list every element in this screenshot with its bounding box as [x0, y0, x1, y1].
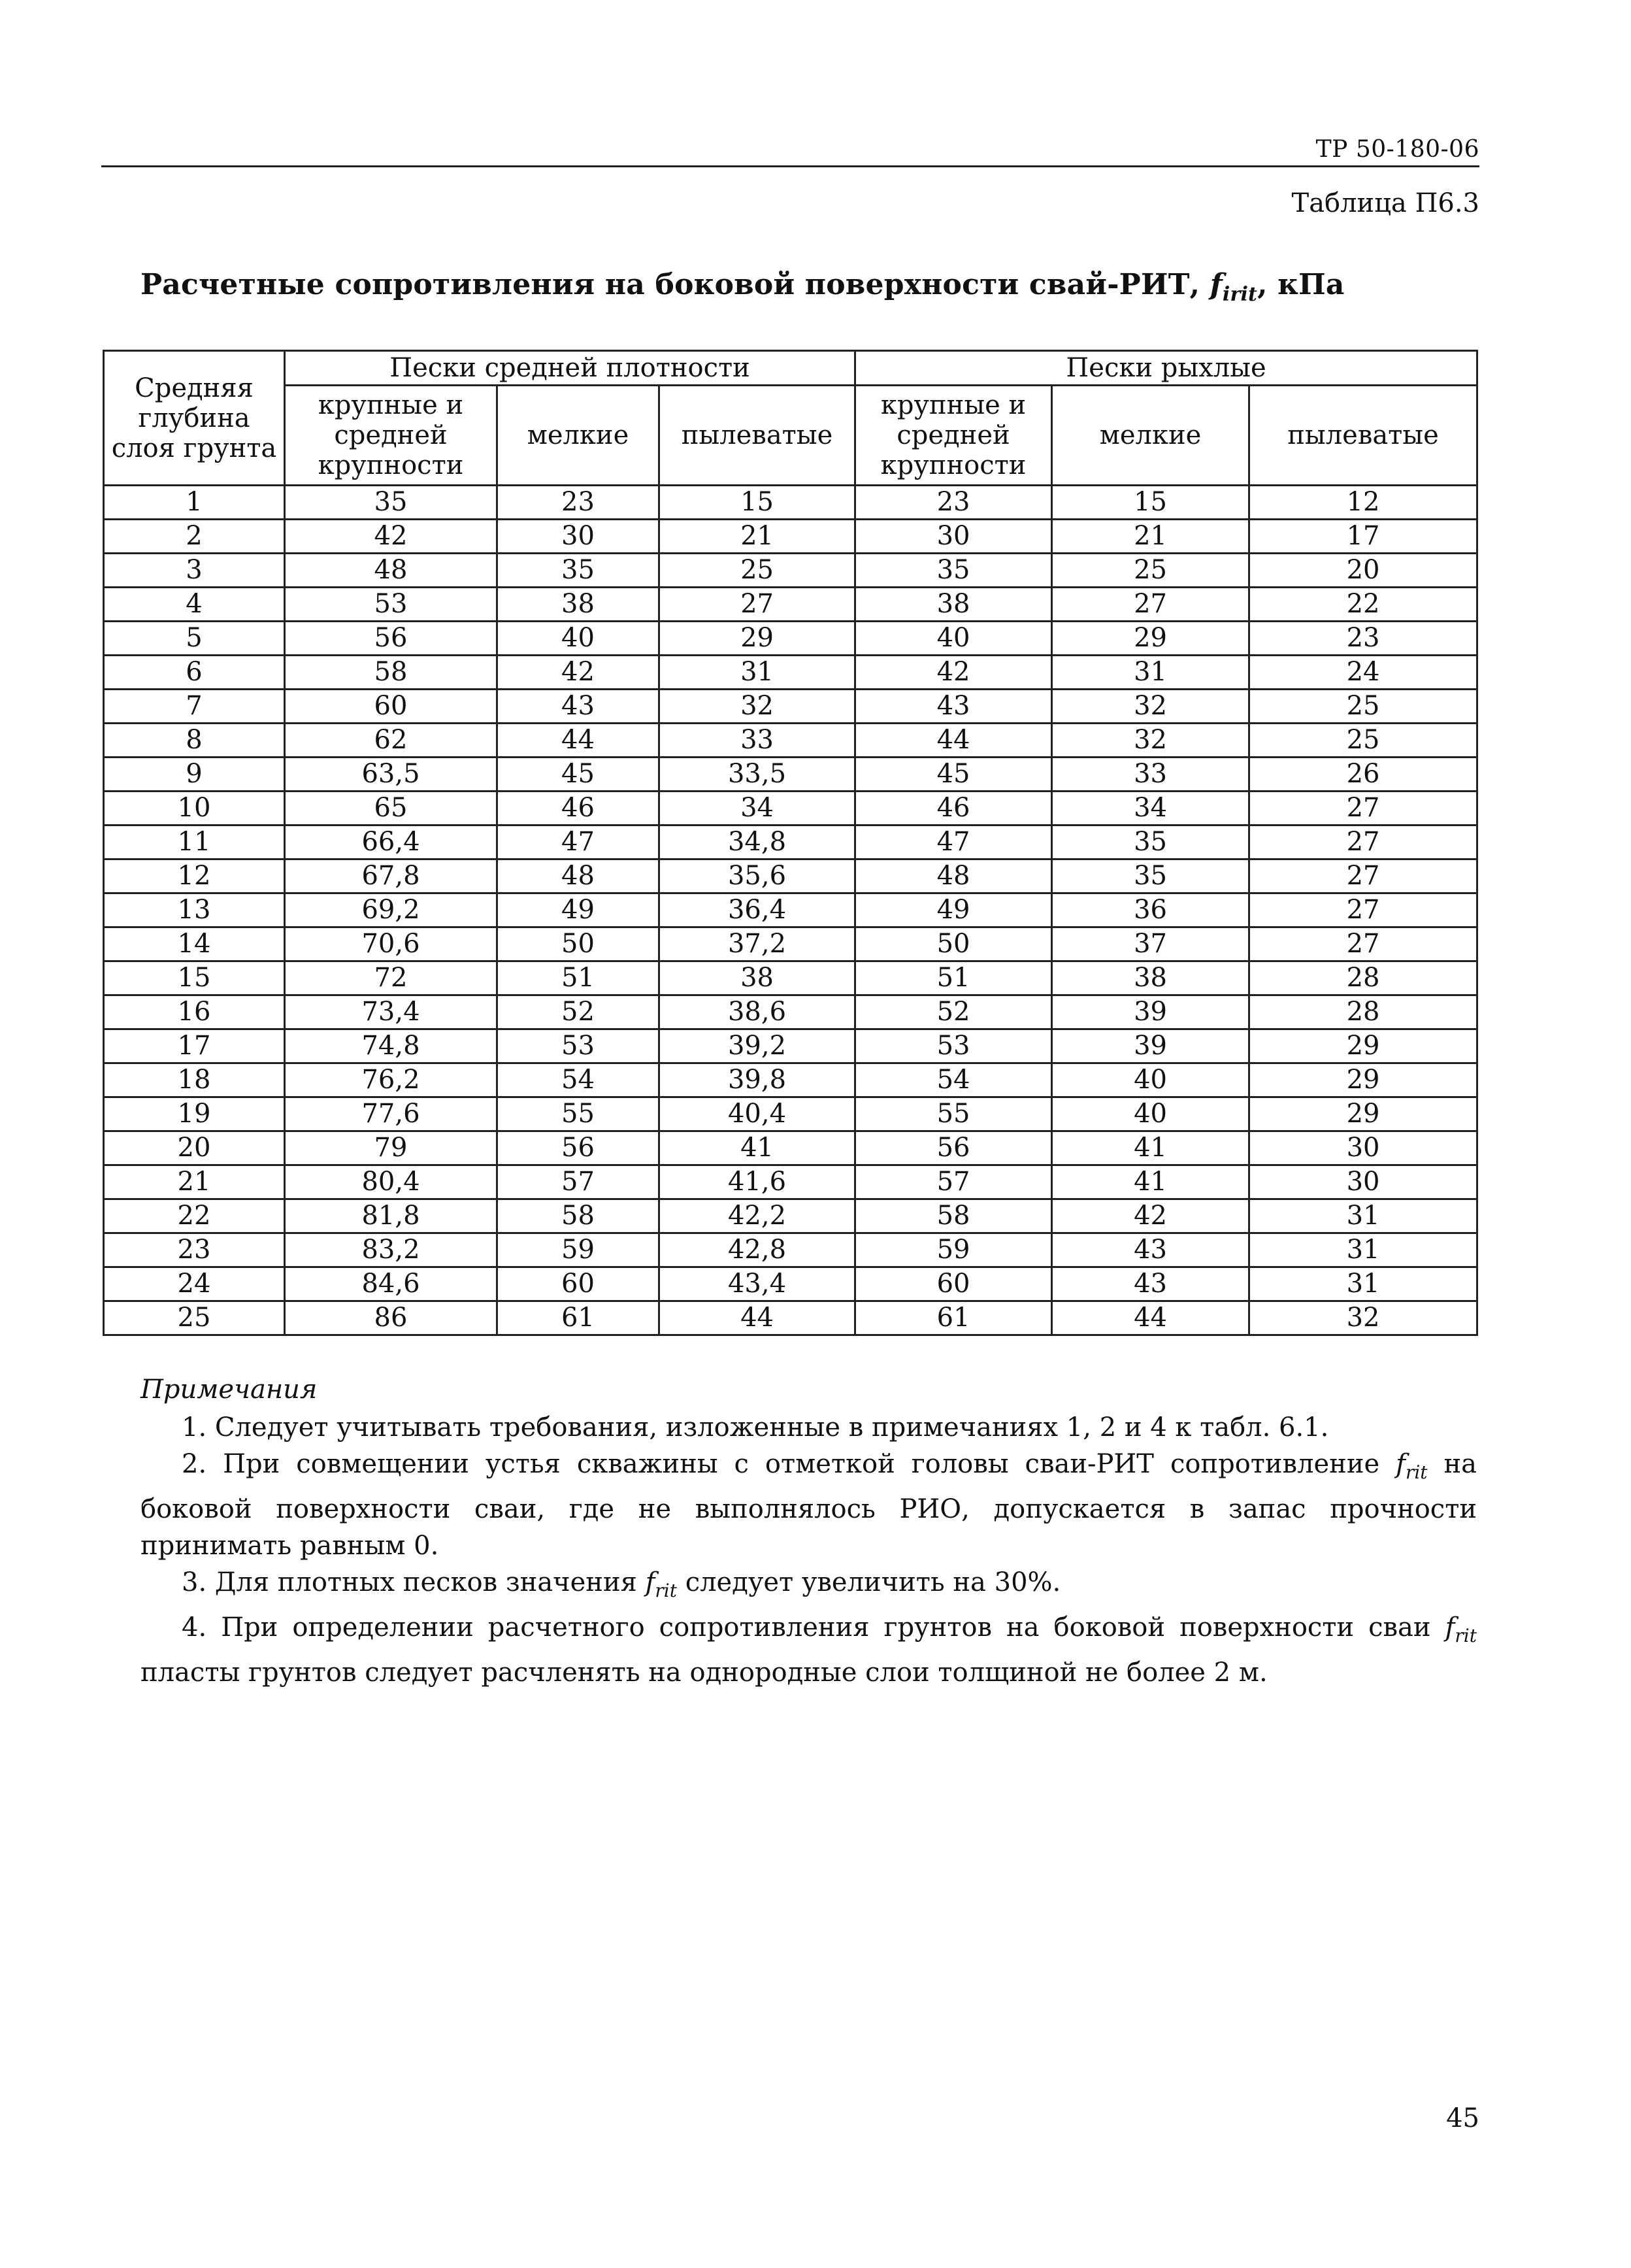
value-cell: 15 — [1052, 486, 1249, 520]
value-cell: 33,5 — [659, 758, 855, 792]
table-row — [104, 758, 1477, 792]
value-cell: 42,2 — [659, 1199, 855, 1233]
value-cell: 60 — [285, 690, 497, 724]
subcolumn-header: пылеватые — [659, 386, 855, 486]
table-row — [104, 724, 1477, 758]
depth-cell: 9 — [104, 758, 285, 792]
note-4-symbol — [1445, 1612, 1477, 1646]
table-row — [104, 588, 1477, 622]
symbol-f: f — [1445, 1612, 1455, 1643]
symbol-f: f — [1396, 1449, 1406, 1479]
value-cell: 32 — [1052, 690, 1249, 724]
value-cell: 62 — [285, 724, 497, 758]
value-cell: 66,4 — [285, 825, 497, 859]
value-cell: 32 — [659, 690, 855, 724]
table-row — [104, 486, 1477, 520]
table-row — [104, 1301, 1477, 1335]
value-cell: 35 — [285, 486, 497, 520]
value-cell: 28 — [1249, 995, 1477, 1029]
note-1: 1. Следует учитывать требования, изложенные в примечаниях 1, 2 и 4 к табл. 6.1. — [182, 1412, 1329, 1443]
value-cell: 34 — [1052, 792, 1249, 825]
depth-cell: 17 — [104, 1029, 285, 1063]
value-cell: 41 — [659, 1131, 855, 1165]
table-body — [104, 486, 1477, 1335]
value-cell: 77,6 — [285, 1097, 497, 1131]
value-cell: 35 — [855, 554, 1052, 588]
value-cell: 39 — [1052, 995, 1249, 1029]
value-cell: 48 — [497, 859, 659, 893]
value-cell: 81,8 — [285, 1199, 497, 1233]
symbol-f: f — [645, 1567, 655, 1597]
value-cell: 30 — [1249, 1165, 1477, 1199]
value-cell: 53 — [855, 1029, 1052, 1063]
value-cell: 17 — [1249, 520, 1477, 554]
value-cell: 74,8 — [285, 1029, 497, 1063]
value-cell: 86 — [285, 1301, 497, 1335]
note-4 — [140, 1609, 1477, 1691]
value-cell: 36,4 — [659, 893, 855, 927]
value-cell: 41,6 — [659, 1165, 855, 1199]
value-cell: 53 — [285, 588, 497, 622]
value-cell: 54 — [855, 1063, 1052, 1097]
value-cell: 38,6 — [659, 995, 855, 1029]
value-cell: 34,8 — [659, 825, 855, 859]
value-cell: 59 — [497, 1233, 659, 1267]
note-2-text-start: 2. При совмещении устья скважины с отметкой головы сваи-РИТ сопротивление — [182, 1449, 1380, 1479]
symbol-sub: rit — [655, 1580, 677, 1601]
value-cell: 15 — [659, 486, 855, 520]
value-cell: 43,4 — [659, 1267, 855, 1301]
note-2-text-end: на боковой поверхности сваи, где не выполнялось РИО, допускается в запас прочности принимать равным 0. — [140, 1449, 1477, 1561]
value-cell: 42 — [285, 520, 497, 554]
value-cell: 51 — [497, 961, 659, 995]
depth-cell: 25 — [104, 1301, 285, 1335]
table-row — [104, 1267, 1477, 1301]
value-cell: 44 — [855, 724, 1052, 758]
value-cell: 27 — [659, 588, 855, 622]
note-3 — [140, 1564, 1477, 1609]
table-row — [104, 859, 1477, 893]
value-cell: 43 — [1052, 1267, 1249, 1301]
value-cell: 29 — [1249, 1063, 1477, 1097]
table-row — [104, 656, 1477, 690]
notes-section — [140, 1371, 1477, 1691]
value-cell: 38 — [1052, 961, 1249, 995]
subcolumn-header: крупные и средней крупности — [855, 386, 1052, 486]
value-cell: 72 — [285, 961, 497, 995]
value-cell: 27 — [1052, 588, 1249, 622]
value-cell: 40 — [1052, 1063, 1249, 1097]
value-cell: 58 — [497, 1199, 659, 1233]
value-cell: 46 — [497, 792, 659, 825]
value-cell: 42 — [1052, 1199, 1249, 1233]
value-cell: 61 — [497, 1301, 659, 1335]
value-cell: 35,6 — [659, 859, 855, 893]
value-cell: 45 — [497, 758, 659, 792]
table-row — [104, 961, 1477, 995]
depth-cell: 5 — [104, 622, 285, 656]
value-cell: 83,2 — [285, 1233, 497, 1267]
value-cell: 36 — [1052, 893, 1249, 927]
depth-cell: 24 — [104, 1267, 285, 1301]
value-cell: 27 — [1249, 859, 1477, 893]
depth-cell: 1 — [104, 486, 285, 520]
depth-cell: 23 — [104, 1233, 285, 1267]
value-cell: 79 — [285, 1131, 497, 1165]
note-2 — [140, 1446, 1477, 1564]
resistance-table — [103, 350, 1478, 1336]
value-cell: 42 — [497, 656, 659, 690]
value-cell: 48 — [285, 554, 497, 588]
value-cell: 30 — [1249, 1131, 1477, 1165]
depth-cell: 22 — [104, 1199, 285, 1233]
value-cell: 51 — [855, 961, 1052, 995]
value-cell: 40 — [1052, 1097, 1249, 1131]
value-cell: 44 — [1052, 1301, 1249, 1335]
value-cell: 37,2 — [659, 927, 855, 961]
value-cell: 43 — [497, 690, 659, 724]
symbol-sub: rit — [1405, 1461, 1428, 1483]
value-cell: 25 — [1249, 724, 1477, 758]
table-title-symbol-sub: irit — [1222, 282, 1258, 306]
value-cell: 41 — [1052, 1131, 1249, 1165]
value-cell: 70,6 — [285, 927, 497, 961]
depth-cell: 21 — [104, 1165, 285, 1199]
value-cell: 47 — [497, 825, 659, 859]
value-cell: 42 — [855, 656, 1052, 690]
note-4-text-start: 4. При определении расчетного сопротивления грунтов на боковой поверхности сваи — [182, 1612, 1431, 1643]
page-number: 45 — [1446, 2103, 1479, 2133]
value-cell: 33 — [1052, 758, 1249, 792]
value-cell: 29 — [1052, 622, 1249, 656]
value-cell: 35 — [1052, 859, 1249, 893]
value-cell: 35 — [1052, 825, 1249, 859]
value-cell: 29 — [1249, 1029, 1477, 1063]
value-cell: 26 — [1249, 758, 1477, 792]
value-cell: 12 — [1249, 486, 1477, 520]
header-rule — [101, 165, 1479, 167]
value-cell: 21 — [659, 520, 855, 554]
value-cell: 38 — [659, 961, 855, 995]
value-cell: 57 — [855, 1165, 1052, 1199]
table-row — [104, 554, 1477, 588]
value-cell: 39,8 — [659, 1063, 855, 1097]
value-cell: 22 — [1249, 588, 1477, 622]
table-row — [104, 927, 1477, 961]
table-row — [104, 1199, 1477, 1233]
value-cell: 43 — [1052, 1233, 1249, 1267]
document-code: ТР 50-180-06 — [1315, 136, 1479, 163]
group-header-medium-density: Пески средней плотности — [285, 351, 855, 386]
note-4-text-end: пласты грунтов следует расчленять на однородные слои толщиной не более 2 м. — [140, 1658, 1268, 1688]
depth-cell: 13 — [104, 893, 285, 927]
value-cell: 27 — [1249, 825, 1477, 859]
table-row — [104, 622, 1477, 656]
value-cell: 40,4 — [659, 1097, 855, 1131]
value-cell: 23 — [1249, 622, 1477, 656]
value-cell: 40 — [855, 622, 1052, 656]
value-cell: 30 — [497, 520, 659, 554]
table-title-text: Расчетные сопротивления на боковой поверхности свай-РИТ, — [140, 268, 1200, 301]
value-cell: 54 — [497, 1063, 659, 1097]
value-cell: 41 — [1052, 1165, 1249, 1199]
value-cell: 61 — [855, 1301, 1052, 1335]
value-cell: 60 — [497, 1267, 659, 1301]
table-row — [104, 1097, 1477, 1131]
value-cell: 48 — [855, 859, 1052, 893]
depth-cell: 16 — [104, 995, 285, 1029]
value-cell: 25 — [659, 554, 855, 588]
value-cell: 65 — [285, 792, 497, 825]
value-cell: 39,2 — [659, 1029, 855, 1063]
value-cell: 31 — [1249, 1233, 1477, 1267]
value-cell: 60 — [855, 1267, 1052, 1301]
depth-cell: 6 — [104, 656, 285, 690]
value-cell: 47 — [855, 825, 1052, 859]
value-cell: 84,6 — [285, 1267, 497, 1301]
value-cell: 73,4 — [285, 995, 497, 1029]
value-cell: 67,8 — [285, 859, 497, 893]
value-cell: 24 — [1249, 656, 1477, 690]
depth-cell: 14 — [104, 927, 285, 961]
subcolumn-header: мелкие — [497, 386, 659, 486]
table-title-unit: , кПа — [1257, 268, 1345, 301]
value-cell: 25 — [1249, 690, 1477, 724]
value-cell: 31 — [1249, 1199, 1477, 1233]
value-cell: 76,2 — [285, 1063, 497, 1097]
value-cell: 21 — [1052, 520, 1249, 554]
table-row — [104, 792, 1477, 825]
value-cell: 45 — [855, 758, 1052, 792]
depth-cell: 4 — [104, 588, 285, 622]
value-cell: 31 — [659, 656, 855, 690]
value-cell: 57 — [497, 1165, 659, 1199]
value-cell: 52 — [855, 995, 1052, 1029]
value-cell: 23 — [497, 486, 659, 520]
depth-cell: 19 — [104, 1097, 285, 1131]
table-row — [104, 520, 1477, 554]
depth-cell: 18 — [104, 1063, 285, 1097]
value-cell: 53 — [497, 1029, 659, 1063]
value-cell: 38 — [497, 588, 659, 622]
value-cell: 49 — [855, 893, 1052, 927]
depth-cell: 3 — [104, 554, 285, 588]
table-row — [104, 1063, 1477, 1097]
value-cell: 32 — [1249, 1301, 1477, 1335]
group-header-loose: Пески рыхлые — [855, 351, 1477, 386]
value-cell: 34 — [659, 792, 855, 825]
value-cell: 33 — [659, 724, 855, 758]
note-2-symbol — [1396, 1449, 1428, 1483]
value-cell: 58 — [285, 656, 497, 690]
depth-cell: 2 — [104, 520, 285, 554]
value-cell: 25 — [1052, 554, 1249, 588]
depth-cell: 15 — [104, 961, 285, 995]
table-row — [104, 995, 1477, 1029]
table-row — [104, 690, 1477, 724]
value-cell: 29 — [1249, 1097, 1477, 1131]
value-cell: 27 — [1249, 893, 1477, 927]
value-cell: 31 — [1249, 1267, 1477, 1301]
table-row — [104, 893, 1477, 927]
subcolumn-header: пылеватые — [1249, 386, 1477, 486]
value-cell: 30 — [855, 520, 1052, 554]
note-3-symbol — [645, 1567, 677, 1601]
table-row — [104, 1233, 1477, 1267]
value-cell: 23 — [855, 486, 1052, 520]
value-cell: 20 — [1249, 554, 1477, 588]
value-cell: 37 — [1052, 927, 1249, 961]
value-cell: 59 — [855, 1233, 1052, 1267]
value-cell: 56 — [285, 622, 497, 656]
notes-heading: Примечания — [140, 1375, 318, 1405]
value-cell: 50 — [855, 927, 1052, 961]
value-cell: 28 — [1249, 961, 1477, 995]
value-cell: 56 — [497, 1131, 659, 1165]
table-title — [140, 268, 1345, 306]
table-row — [104, 1131, 1477, 1165]
symbol-sub: rit — [1455, 1625, 1477, 1646]
value-cell: 38 — [855, 588, 1052, 622]
value-cell: 63,5 — [285, 758, 497, 792]
value-cell: 35 — [497, 554, 659, 588]
value-cell: 27 — [1249, 927, 1477, 961]
value-cell: 31 — [1052, 656, 1249, 690]
table-row — [104, 1165, 1477, 1199]
value-cell: 50 — [497, 927, 659, 961]
value-cell: 46 — [855, 792, 1052, 825]
value-cell: 56 — [855, 1131, 1052, 1165]
table-row — [104, 1029, 1477, 1063]
subcolumn-header: мелкие — [1052, 386, 1249, 486]
value-cell: 69,2 — [285, 893, 497, 927]
value-cell: 29 — [659, 622, 855, 656]
value-cell: 44 — [497, 724, 659, 758]
subcolumn-header: крупные и средней крупности — [285, 386, 497, 486]
value-cell: 43 — [855, 690, 1052, 724]
depth-cell: 20 — [104, 1131, 285, 1165]
value-cell: 55 — [497, 1097, 659, 1131]
value-cell: 55 — [855, 1097, 1052, 1131]
depth-column-header: Средняя глубина слоя грунта — [104, 351, 285, 486]
depth-cell: 7 — [104, 690, 285, 724]
table-number: Таблица П6.3 — [1291, 188, 1479, 218]
value-cell: 40 — [497, 622, 659, 656]
table-row — [104, 825, 1477, 859]
note-3-text-start: 3. Для плотных песков значения — [182, 1567, 637, 1597]
value-cell: 44 — [659, 1301, 855, 1335]
value-cell: 49 — [497, 893, 659, 927]
depth-cell: 8 — [104, 724, 285, 758]
value-cell: 39 — [1052, 1029, 1249, 1063]
depth-cell: 11 — [104, 825, 285, 859]
table-title-symbol: f — [1210, 268, 1223, 301]
value-cell: 80,4 — [285, 1165, 497, 1199]
value-cell: 58 — [855, 1199, 1052, 1233]
value-cell: 27 — [1249, 792, 1477, 825]
value-cell: 52 — [497, 995, 659, 1029]
note-3-text-end: следует увеличить на 30%. — [685, 1567, 1061, 1597]
depth-cell: 12 — [104, 859, 285, 893]
value-cell: 32 — [1052, 724, 1249, 758]
value-cell: 42,8 — [659, 1233, 855, 1267]
depth-cell: 10 — [104, 792, 285, 825]
